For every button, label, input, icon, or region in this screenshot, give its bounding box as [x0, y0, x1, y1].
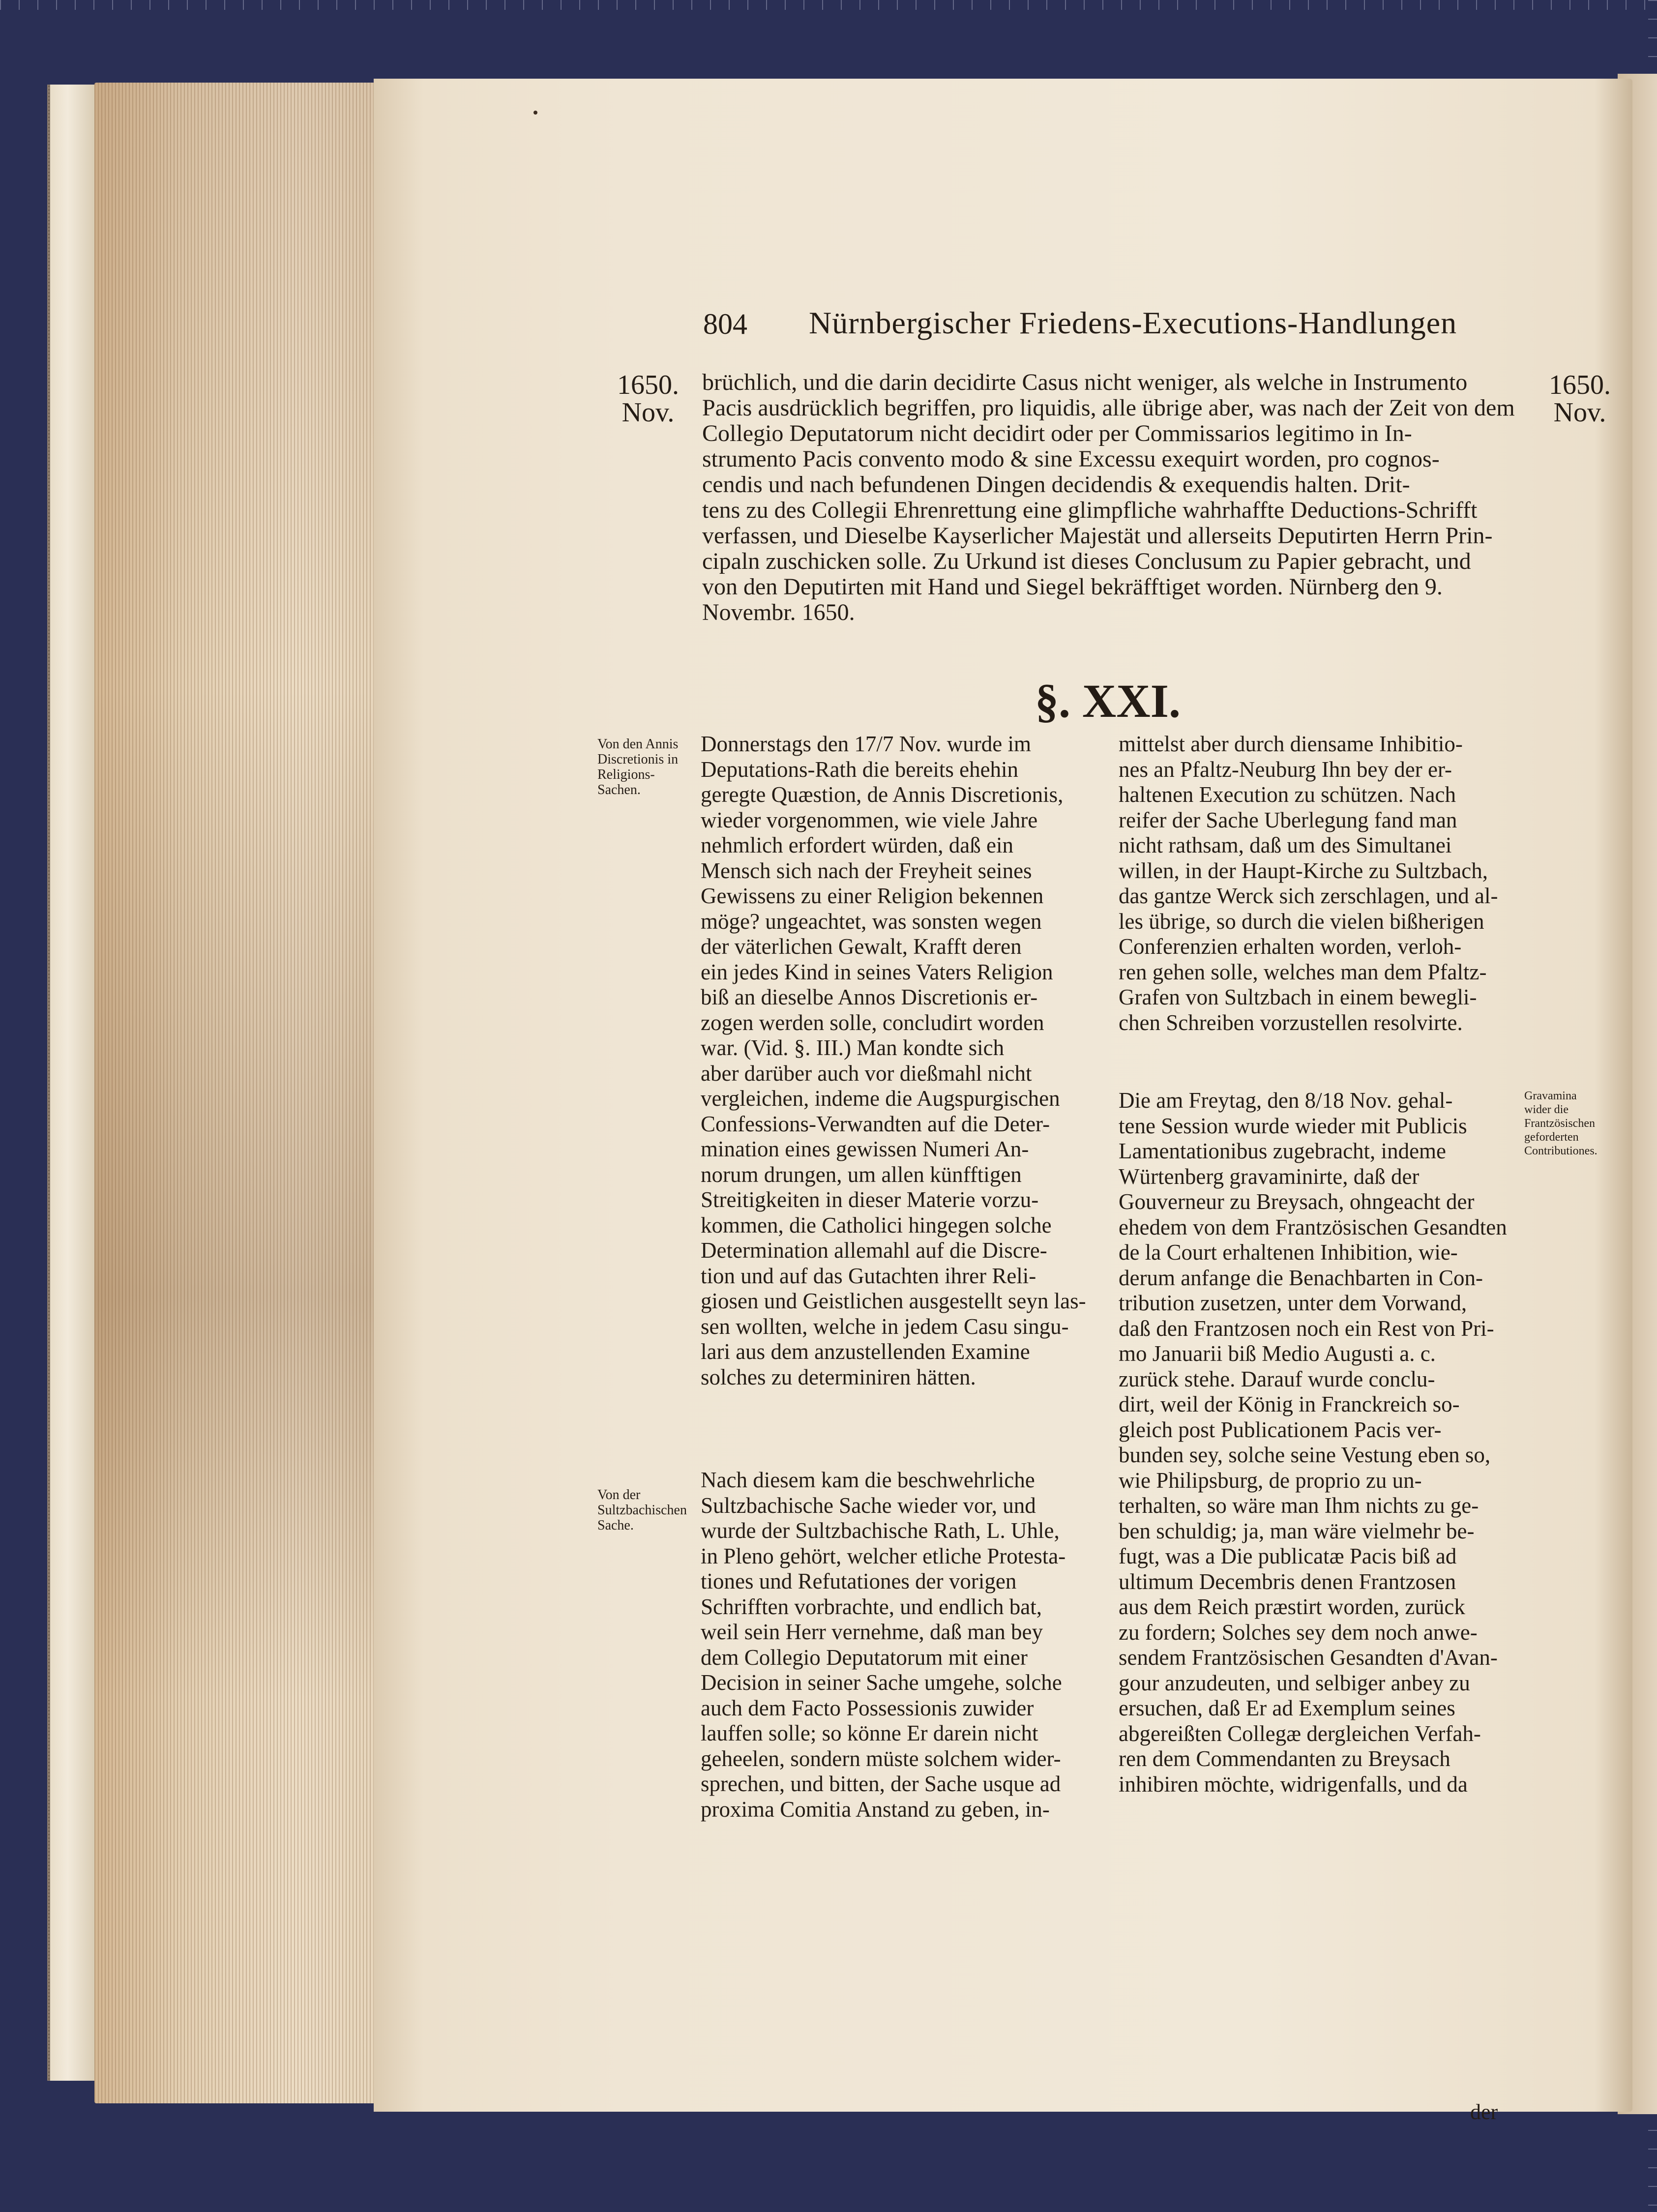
text-line: Novembr. 1650.	[702, 600, 855, 625]
text-line: giosen und Geistlichen ausgestellt seyn las-	[701, 1289, 1086, 1313]
top-paragraph	[702, 370, 1518, 625]
book-cover-edge	[50, 85, 94, 2081]
text-line: tribution zusetzen, unter dem Vorwand,	[1119, 1291, 1467, 1315]
text-line: Conferenzien erhalten worden, verloh-	[1119, 934, 1462, 959]
text-line: dirt, weil der König in Franckreich so-	[1119, 1392, 1460, 1416]
text-line: norum drungen, um allen künfftigen	[701, 1162, 1022, 1187]
text-line: ben schuldig; ja, man wäre vielmehr be-	[1119, 1518, 1475, 1543]
text-line: daß den Frantzosen noch ein Rest von Pri-	[1119, 1316, 1494, 1341]
text-line: auch dem Facto Possessionis zuwider	[701, 1695, 1034, 1720]
margin-note-sultzbach: Von der Sultzbachischen Sache.	[597, 1487, 687, 1533]
text-line: von den Deputirten mit Hand und Siegel bekräfftiget worden. Nürnberg den 9.	[702, 574, 1443, 600]
text-line: biß an dieselbe Annos Discretionis er-	[701, 985, 1038, 1009]
text-line: Confessions-Verwandten auf die Deter-	[701, 1111, 1050, 1136]
margin-year: 1650.	[1549, 370, 1611, 400]
right-column-paragraph-1	[1119, 732, 1512, 1035]
margin-month: Nov.	[621, 397, 675, 428]
text-line: nehmlich erfordert würden, daß ein	[701, 833, 1013, 857]
scan-ruler-top	[0, 0, 1657, 10]
text-line: Streitigkeiten in dieser Materie vorzu-	[701, 1187, 1039, 1212]
text-line: Lamentationibus zugebracht, indeme	[1119, 1139, 1447, 1163]
text-line: Collegio Deputatorum nicht decidirt oder per Commissarios legitimo in In-	[702, 421, 1412, 446]
text-line: Mensch sich nach der Freyheit seines	[701, 858, 1032, 883]
text-line: derum anfange die Benachbarten in Con-	[1119, 1265, 1483, 1290]
text-line: tion und auf das Gutachten ihrer Reli-	[701, 1263, 1036, 1288]
text-line: mittelst aber durch diensame Inhibitio-	[1119, 732, 1463, 756]
text-line: nicht rathsam, daß um des Simultanei	[1119, 833, 1452, 857]
text-line: verfassen, und Dieselbe Kayserlicher Majestät und allerseits Deputirten Herrn Prin-	[702, 523, 1493, 549]
text-line: strumento Pacis convento modo & sine Excessu exequirt worden, pro cognos-	[702, 446, 1440, 472]
text-line: Sultzbachische Sache wieder vor, und	[701, 1493, 1036, 1518]
text-line: de la Court erhaltenen Inhibition, wie-	[1119, 1240, 1458, 1265]
catchword: der	[1470, 2100, 1498, 2124]
text-line: ultimum Decembris denen Frantzosen	[1119, 1569, 1456, 1594]
text-line: geregte Quæstion, de Annis Discretionis,	[701, 782, 1064, 807]
text-line: Gouverneur zu Breysach, ohngeacht der	[1119, 1189, 1475, 1214]
text-line: inhibiren möchte, widrigenfalls, und da	[1119, 1771, 1468, 1797]
text-line: mination eines gewissen Numeri An-	[701, 1137, 1029, 1161]
text-line: lari aus dem anzustellenden Examine	[701, 1339, 1030, 1364]
text-line: ehedem von dem Frantzösischen Gesandten	[1119, 1214, 1507, 1239]
text-line: zogen werden solle, concludirt worden	[701, 1010, 1044, 1035]
text-line: fugt, was a Die publicatæ Pacis biß ad	[1119, 1544, 1457, 1568]
text-line: cipaln zuschicken solle. Zu Urkund ist dieses Conclusum zu Papier gebracht, und	[702, 549, 1471, 574]
text-line: vergleichen, indeme die Augspurgischen	[701, 1086, 1060, 1111]
text-line: proxima Comitia Anstand zu geben, in-	[701, 1797, 1050, 1822]
text-line: gour anzudeuten, und selbiger anbey zu	[1119, 1670, 1470, 1695]
text-line: Gewissens zu einer Religion bekennen	[701, 884, 1044, 908]
text-line: Die am Freytag, den 8/18 Nov. gehal-	[1119, 1088, 1453, 1113]
margin-year-left	[617, 371, 679, 426]
text-line: das gantze Werck sich zerschlagen, und al-	[1119, 884, 1498, 908]
text-line: nes an Pfaltz-Neuburg Ihn bey der er-	[1119, 757, 1452, 782]
text-line: Deputations-Rath die bereits ehehin	[701, 757, 1019, 782]
text-line: tiones und Refutationes der vorigen	[701, 1569, 1017, 1593]
text-line: aus dem Reich præstirt worden, zurück	[1119, 1594, 1465, 1619]
text-line: willen, in der Haupt-Kirche zu Sultzbach,	[1119, 858, 1488, 883]
text-line: chen Schreiben vorzustellen resolvirte.	[1119, 1010, 1463, 1035]
text-line: sen wollten, welche in jedem Casu singu-	[701, 1314, 1069, 1339]
text-line: bunden sey, solche seine Vestung eben so,	[1119, 1443, 1491, 1467]
text-line: weil sein Herr vernehme, daß man bey	[701, 1620, 1043, 1644]
text-line: lauffen solle; so könne Er darein nicht	[701, 1721, 1038, 1745]
running-title: Nürnbergischer Friedens-Executions-Handlungen	[809, 305, 1457, 340]
text-line: ersuchen, daß Er ad Exemplum seines	[1119, 1696, 1455, 1720]
margin-month: Nov.	[1553, 397, 1606, 428]
text-line: ren dem Commendanten zu Breysach	[1119, 1746, 1450, 1771]
text-line: mo Januarii biß Medio Augusti a. c.	[1119, 1341, 1436, 1366]
right-column-paragraph-2	[1119, 1088, 1512, 1797]
text-line: Nach diesem kam die beschwehrliche	[701, 1468, 1035, 1492]
text-line: Schrifften vorbrachte, und endlich bat,	[701, 1594, 1042, 1619]
text-line: in Pleno gehört, welcher etliche Protesta-	[701, 1543, 1066, 1568]
text-line: Decision in seiner Sache umgehe, solche	[701, 1670, 1062, 1695]
text-line: wieder vorgenommen, wie viele Jahre	[701, 807, 1038, 832]
text-line: dem Collegio Deputatorum mit einer	[701, 1645, 1028, 1670]
ink-spot	[533, 111, 537, 115]
text-line: Donnerstags den 17/7 Nov. wurde im	[701, 732, 1031, 756]
text-line: zurück stehe. Darauf wurde conclu-	[1119, 1366, 1435, 1391]
text-line: sendem Frantzösischen Gesandten d'Avan-	[1119, 1645, 1498, 1670]
page-number: 804	[703, 308, 747, 340]
text-line: Würtenberg gravaminirte, daß der	[1119, 1164, 1420, 1189]
text-line: ein jedes Kind in seines Vaters Religion	[701, 959, 1053, 984]
text-line: les übrige, so durch die vielen bißherigen	[1119, 909, 1484, 934]
text-line: solches zu determiniren hätten.	[701, 1364, 976, 1389]
text-line: möge? ungeachtet, was sonsten wegen	[701, 909, 1042, 934]
margin-year-right	[1549, 371, 1611, 426]
text-line: kommen, die Catholici hingegen solche	[701, 1212, 1052, 1238]
text-line: gleich post Publicationem Pacis ver-	[1119, 1417, 1442, 1442]
text-line: geheelen, sondern müste solchem wider-	[701, 1746, 1061, 1771]
page-block-edges	[94, 83, 385, 2103]
margin-note-annis-discretionis: Von den Annis Discretionis in Religions-Sachen.	[597, 737, 679, 797]
section-heading: §. XXI.	[1035, 675, 1181, 727]
text-line: sprechen, und bitten, der Sache usque ad	[701, 1771, 1061, 1796]
text-line: Grafen von Sultzbach in einem bewegli-	[1119, 985, 1477, 1009]
text-line: reifer der Sache Uberlegung fand man	[1119, 807, 1457, 832]
text-line: der väterlichen Gewalt, Krafft deren	[701, 934, 1022, 959]
text-line: cendis und nach befundenen Dingen decidendis & exequendis halten. Drit-	[702, 472, 1410, 498]
text-line: terhalten, so wäre man Ihm nichts zu ge-	[1119, 1493, 1479, 1518]
left-column-paragraph-2	[701, 1468, 1094, 1822]
margin-note-gravamina: Gravamina wider die Frantzösischen geforderten Contributiones.	[1524, 1090, 1598, 1157]
text-line: Determination allemahl auf die Discre-	[701, 1238, 1047, 1263]
left-column-paragraph-1	[701, 732, 1094, 1390]
text-line: Pacis ausdrücklich begriffen, pro liquidis, alle übrige aber, was nach der Zeit von dem	[702, 395, 1515, 421]
text-line: wie Philipsburg, de proprio zu un-	[1119, 1468, 1422, 1493]
margin-year: 1650.	[617, 370, 679, 400]
text-line: aber darüber auch vor dießmahl nicht	[701, 1061, 1032, 1086]
text-line: haltenen Execution zu schützen. Nach	[1119, 782, 1456, 807]
text-line: war. (Vid. §. III.) Man kondte sich	[701, 1035, 1005, 1060]
text-line: tene Session wurde wieder mit Publicis	[1119, 1113, 1467, 1138]
text-line: tens zu des Collegii Ehrenrettung eine glimpfliche wahrhaffte Deductions-Schrifft	[702, 498, 1478, 523]
text-line: zu fordern; Solches sey dem noch anwe-	[1119, 1620, 1478, 1645]
text-line: ren gehen solle, welches man dem Pfaltz-	[1119, 959, 1487, 984]
text-line: brüchlich, und die darin decidirte Casus nicht weniger, als welche in Instrumento	[702, 370, 1468, 395]
text-line: wurde der Sultzbachische Rath, L. Uhle,	[701, 1518, 1060, 1543]
text-line: abgereißten Collegæ dergleichen Verfah-	[1119, 1721, 1481, 1746]
